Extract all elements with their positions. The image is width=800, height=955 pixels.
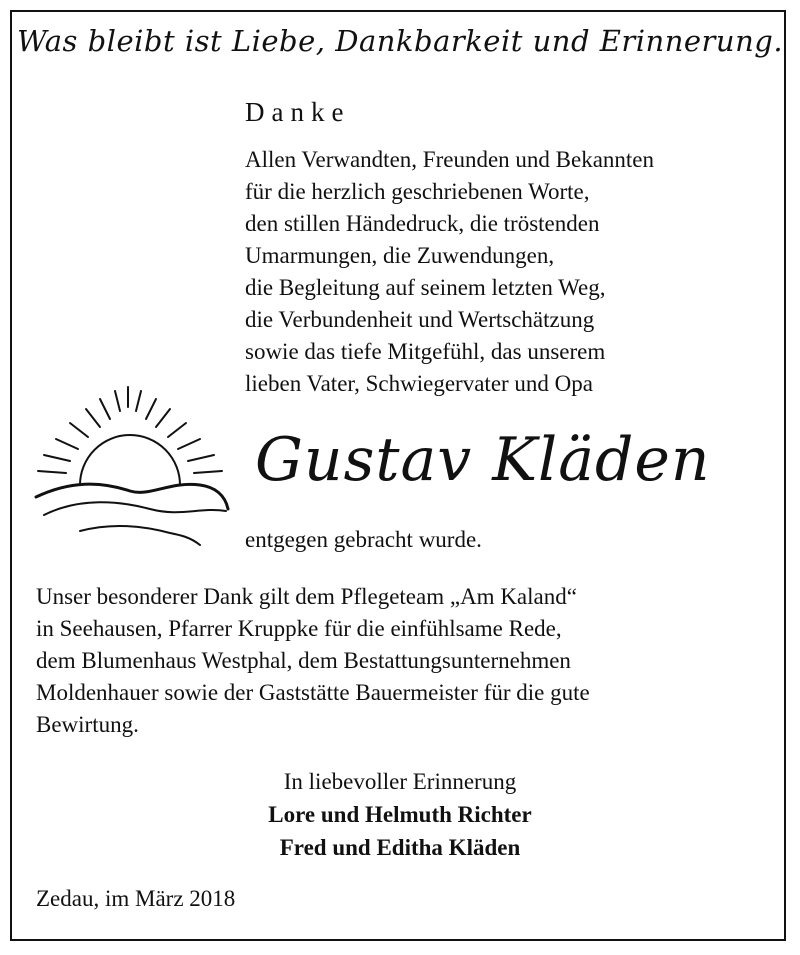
motto: Was bleibt ist Liebe, Dankbarkeit und Erinnerung.: [16, 24, 784, 58]
after-name-text: entgegen gebracht wurde.: [245, 527, 482, 552]
deceased-name: Gustav Kläden: [255, 425, 711, 495]
dedication-line: sowie das tiefe Mitgefühl, das unserem: [245, 339, 606, 364]
dedication-line: die Verbundenheit und Wertschätzung: [245, 307, 595, 332]
thanks-line: Moldenhauer sowie der Gaststätte Bauermeister für die gute: [36, 680, 590, 705]
heading-danke: Danke: [245, 97, 351, 127]
dedication-line: lieben Vater, Schwiegervater und Opa: [245, 371, 593, 396]
dedication-line: für die herzlich geschriebenen Worte,: [245, 179, 590, 204]
thanks-text: [36, 581, 590, 741]
signatory: Fred und Editha Kläden: [279, 835, 521, 860]
place-date: Zedau, im März 2018: [36, 886, 236, 911]
thanks-line: Bewirtung.: [36, 712, 139, 737]
dedication-line: die Begleitung auf seinem letzten Weg,: [245, 275, 606, 300]
dedication-line: Allen Verwandten, Freunden und Bekannten: [245, 147, 655, 172]
thanks-line: Unser besonderer Dank gilt dem Pflegeteam „Am Kaland“: [36, 584, 577, 609]
dedication-line: den stillen Händedruck, die tröstenden: [245, 211, 600, 236]
signatory: Lore und Helmuth Richter: [268, 802, 532, 827]
dedication-line: Umarmungen, die Zuwendungen,: [245, 243, 555, 268]
thanks-line: in Seehausen, Pfarrer Kruppke für die einfühlsame Rede,: [36, 616, 562, 641]
setting-sun-over-hills-icon: [30, 385, 230, 550]
thanks-line: dem Blumenhaus Westphal, dem Bestattungsunternehmen: [36, 648, 571, 673]
closing-intro: In liebevoller Erinnerung: [283, 769, 517, 794]
closing-block: [0, 765, 800, 864]
dedication-text: [245, 144, 654, 400]
